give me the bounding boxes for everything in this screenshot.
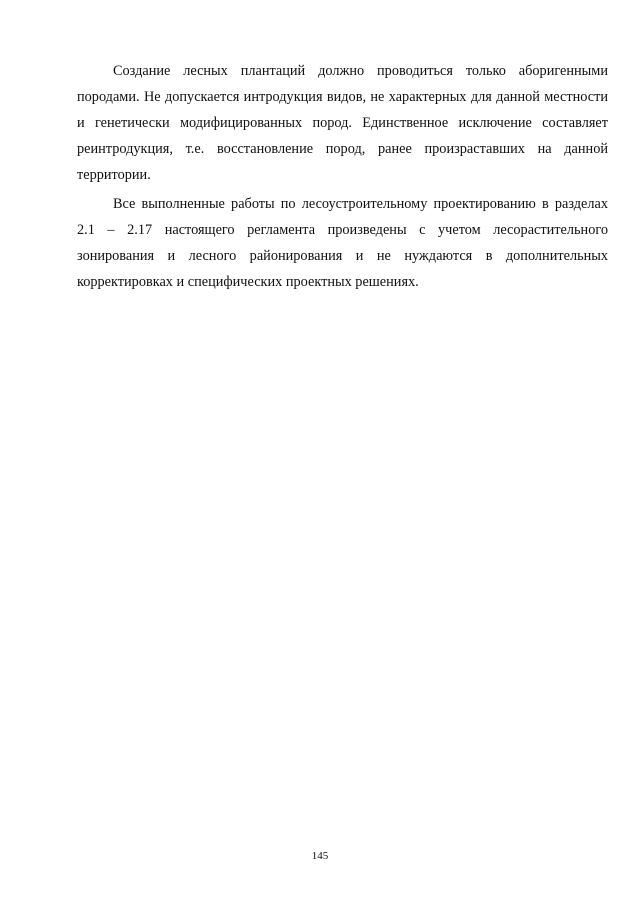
paragraph-forest-plantations: Создание лесных плантаций должно проводиться только аборигенными породами. Не допускается интродукция видов, не характерных для данной местности и генетически модифицированных пород. Единственное исключение составляет реинтродукция, т.е. восстановление пород, ранее произраставших на данной территории. <box>77 63 608 183</box>
document-body <box>77 58 608 295</box>
paragraph-design-works: Все выполненные работы по лесоустроительному проектированию в разделах 2.1 – 2.17 настоящего регламента произведены с учетом лесорастительного зонирования и лесного районирования и не нуждаются в дополнительных корректировках и специфических проектных решениях. <box>77 196 608 290</box>
page-number: 145 <box>311 850 329 862</box>
